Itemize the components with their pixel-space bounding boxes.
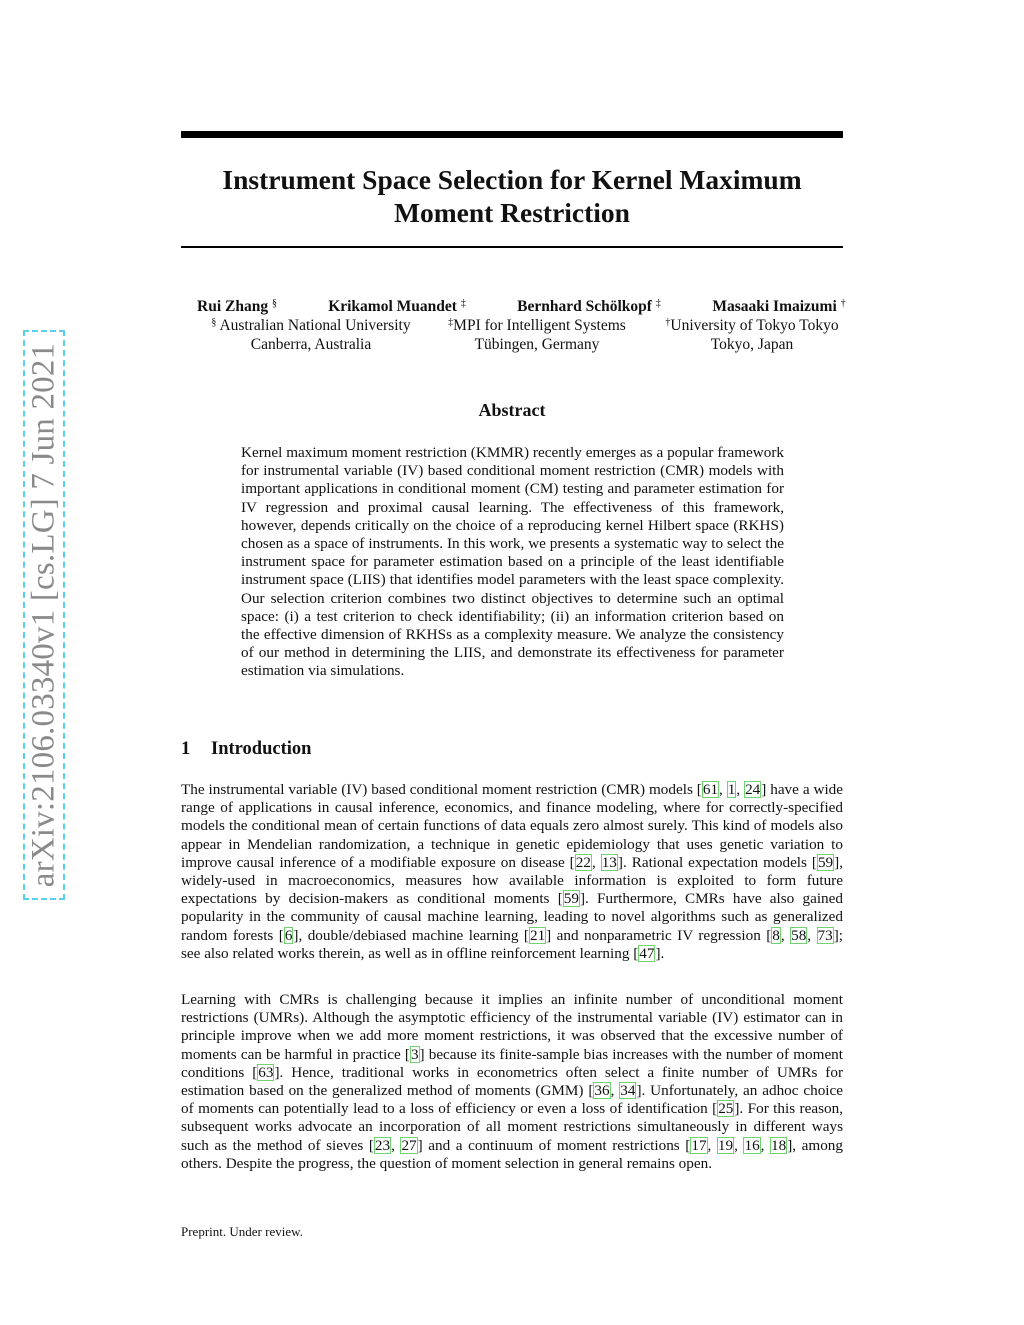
citation-link[interactable]: 58: [791, 926, 807, 944]
title-rule-bottom: [181, 246, 843, 248]
affiliation-tokyo: [652, 313, 852, 354]
section-number: 1: [181, 739, 191, 759]
affiliation-line-2: Canberra, Australia: [250, 336, 372, 353]
intro-paragraph-2: Learning with CMRs is challenging because it implies an infinite number of unconditional moment restrictions (UMRs). Although the asymptotic efficiency of the instrumental variable (IV) estimator can in principle improve when we add more moment restrictions, it was observed that the excessive number of moments can be harmful in practice [3] because its finite-sample bias increases with the number of moment conditions [63]. Hence, traditional works in econometrics often select a finite number of UMRs for estimation based on the generalized method of moments (GMM) [36, 34]. Unfortunately, an adhoc choice of moments can potentially lead to a loss of efficiency or even a loss of identification [25]. For this reason, subsequent works advocate an incorporation of all moment restrictions simultaneously in different ways such as the method of sieves [23, 27] and a continuum of moment restrictions [17, 19, 16, 18], among others. Despite the progress, the question of moment selection in general remains open.: [181, 991, 844, 1172]
affiliation-line-1: †University of Tokyo Tokyo: [665, 317, 839, 334]
intro-paragraph-1: The instrumental variable (IV) based conditional moment restriction (CMR) models [61, 1, 24] have a wide range of applications in causal inference, economics, and finance modeling, where for correctly-specified models the conditional mean of certain functions of data equals zero almost surely. This kind of models also appear in Mendelian randomization, a technique in genetic epidemiology that uses genetic variation to improve causal inference of a modifiable exposure on disease [22, 13]. Rational expectation models [59], widely-used in macroeconomics, measures how available information is exploited to form future expectations by decision-makers as conditional moments [59]. Furthermore, CMRs have also gained popularity in the community of causal machine learning, leading to novel algorithms such as generalized random forests [6], double/debiased machine learning [21] and nonparametric IV regression [8, 58, 73]; see also related works therein, as well as in offline reinforcement learning [47].: [181, 781, 843, 962]
author-bernhard-scholkopf: [511, 294, 667, 316]
citation-link[interactable]: 13: [601, 853, 617, 871]
citation-link[interactable]: 59: [817, 853, 834, 871]
author-name: Krikamol Muandet ‡: [328, 298, 466, 315]
citation-link[interactable]: 1: [727, 781, 736, 798]
citation-link[interactable]: 17: [691, 1136, 707, 1154]
title-rule-top: [181, 131, 843, 138]
citation-link[interactable]: 23: [374, 1136, 391, 1154]
citation-link[interactable]: 19: [717, 1136, 734, 1154]
author-name: Bernhard Schölkopf ‡: [517, 298, 661, 315]
title-line-2: Moment Restriction: [394, 197, 630, 228]
citation-link[interactable]: 59: [563, 890, 579, 908]
citation-link[interactable]: 16: [744, 1136, 760, 1154]
citation-link[interactable]: 24: [745, 781, 761, 798]
abstract-text: Kernel maximum moment restriction (KMMR) recently emerges as a popular framework for instrumental variable (IV) based conditional moment restriction (CMR) models with important applications in conditional moment (CM) testing and parameter estimation for IV regression and proximal causal learning. The effectiveness of this framework, however, depends critically on the choice of a reproducing kernel Hilbert space (RKHS) chosen as a space of instruments. In this work, we presents a systematic way to select the instrument space for parameter estimation based on a principle of the least identifiable instrument space (LIIS) that identifies model parameters with the least space complexity. Our selection criterion combines two distinct objectives to determine such an optimal space: (i) a test criterion to check identifiability; (ii) an information criterion based on the effective dimension of RKHSs as a complexity measure. We analyze the consistency of our method in determining the LIIS, and demonstrate its effectiveness for parameter estimation via simulations.: [241, 444, 784, 680]
citation-link[interactable]: 47: [639, 944, 655, 962]
affiliation-line-1: § Australian National University: [211, 317, 411, 334]
affiliation-anu: [195, 313, 427, 354]
citation-link[interactable]: 6: [284, 926, 293, 944]
section-title: Introduction: [211, 739, 312, 759]
citation-link[interactable]: 21: [529, 926, 546, 944]
footer-note: Preprint. Under review.: [181, 1224, 303, 1239]
citation-link[interactable]: 36: [594, 1082, 610, 1100]
citation-link[interactable]: 27: [401, 1136, 417, 1154]
citation-link[interactable]: 22: [575, 853, 591, 871]
citation-link[interactable]: 34: [620, 1082, 636, 1100]
citation-link[interactable]: 18: [771, 1136, 787, 1154]
author-name: Rui Zhang §: [197, 298, 277, 315]
citation-link[interactable]: 25: [718, 1100, 734, 1118]
title-line-1: Instrument Space Selection for Kernel Maximum: [222, 164, 802, 195]
affiliation-line-2: Tokyo, Japan: [710, 336, 794, 353]
citation-link[interactable]: 61: [702, 781, 719, 798]
citation-link[interactable]: 8: [772, 926, 780, 944]
author-name: Masaaki Imaizumi †: [712, 298, 846, 315]
affiliation-line-2: Tübingen, Germany: [474, 336, 600, 353]
citation-link[interactable]: 63: [258, 1063, 274, 1081]
arxiv-identifier: arXiv:2106.03340v1 [cs.LG] 7 Jun 2021: [25, 342, 62, 888]
section-heading-introduction: [181, 739, 311, 760]
affiliation-mpi: [430, 313, 644, 354]
abstract-heading: Abstract: [478, 400, 546, 420]
citation-link[interactable]: 3: [410, 1045, 419, 1063]
affiliation-line-1: ‡MPI for Intelligent Systems: [448, 317, 626, 334]
citation-link[interactable]: 73: [817, 926, 833, 944]
paper-title: [181, 163, 843, 229]
